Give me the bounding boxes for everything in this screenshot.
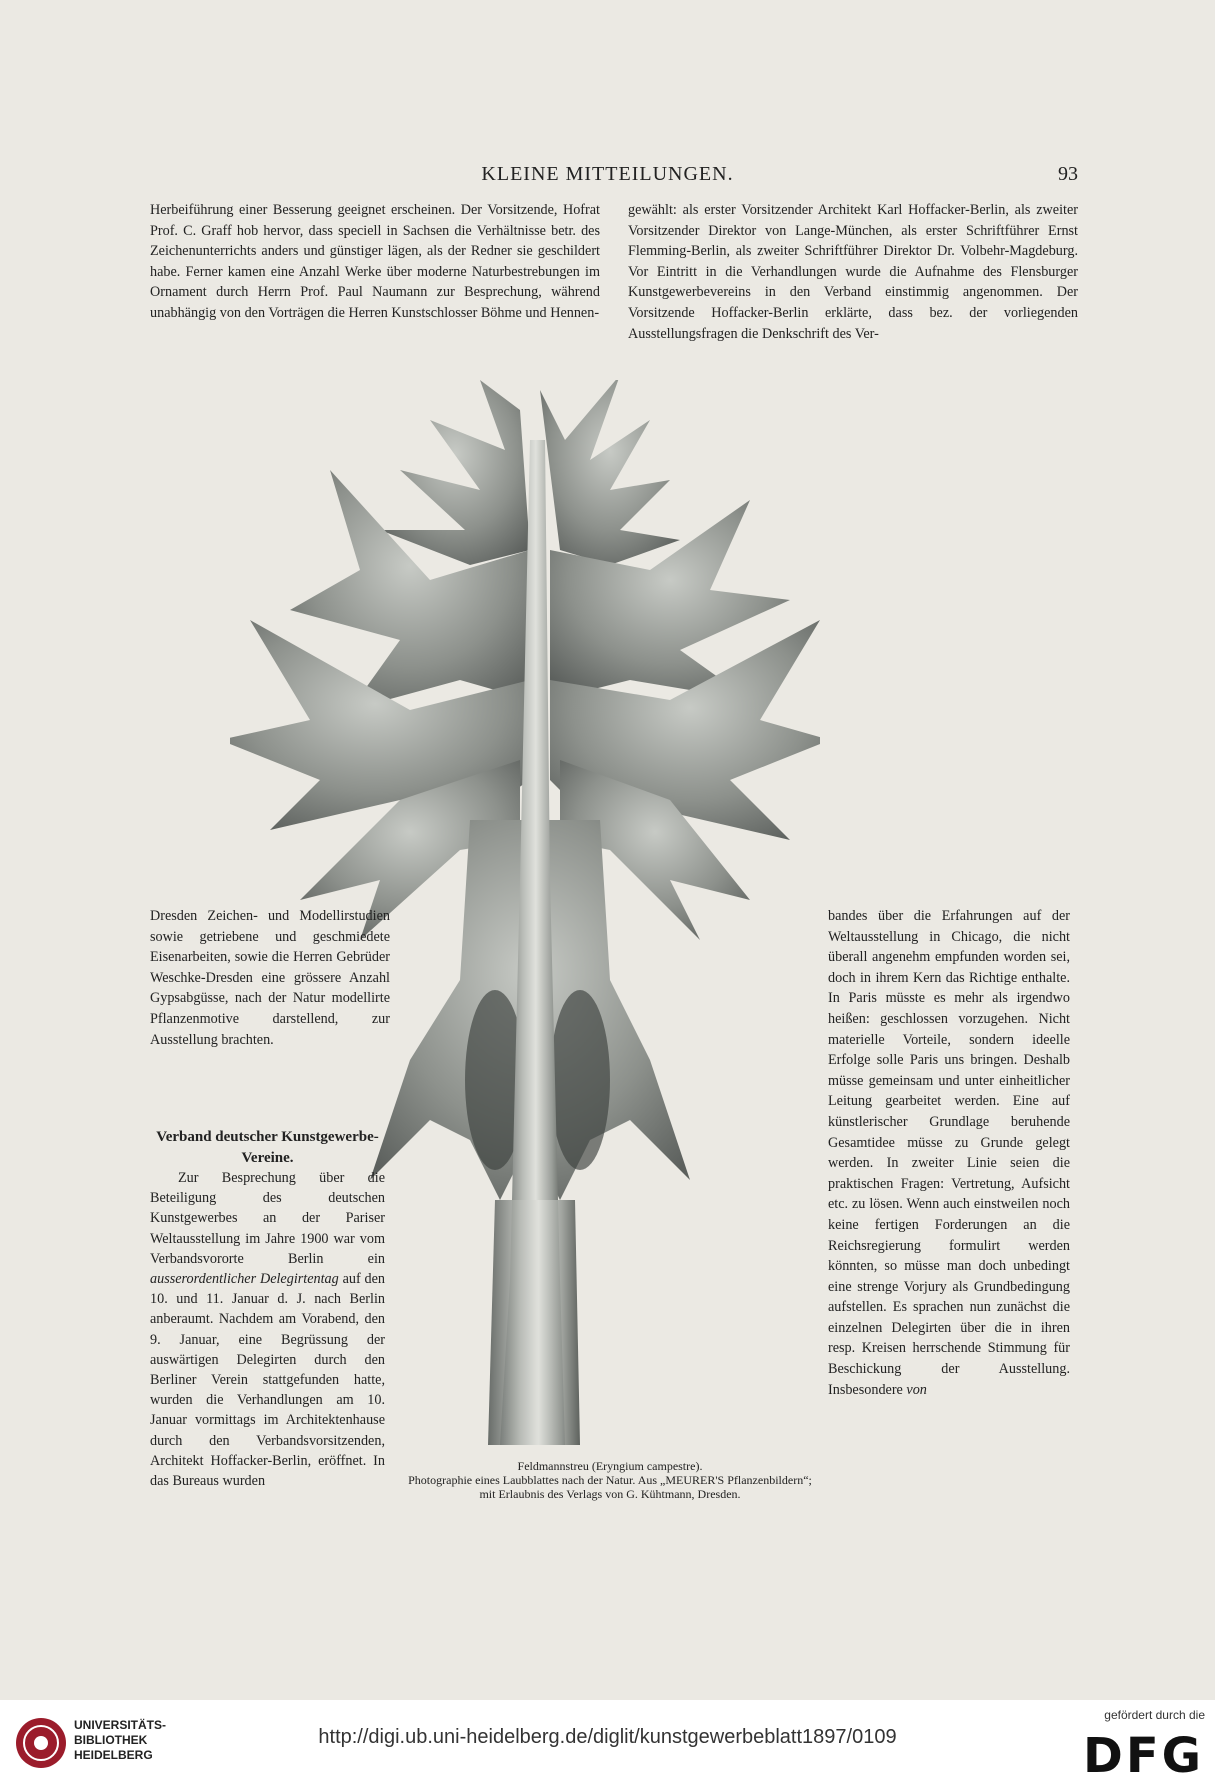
text-run: Zur Besprechung über die Beteiligung des deutschen Kunstgewerbes an der Pariser Weltausstellung im Jahre 1900 war vom Verbandsvororte Berlin ein [150,1170,385,1267]
sponsor-text: gefördert durch die [1104,1708,1205,1722]
section-heading: Verband deutscher Kunstgewerbe-Vereine. [156,1129,379,1166]
paragraph: Dresden Zeichen- und Modellirstudien sowie getriebene und geschmiedete Eisenarbeiten, sowie die Herren Gebrüder Weschke-Dresden eine grössere Anzahl Gypsabgüsse, nach der Natur modellirte Pflanzenmotive darstellend, zur Ausstellung brachten. [150,908,390,1048]
figure-caption [400,1459,820,1501]
leaf-stalk [488,1200,580,1445]
leaf-crown [540,380,680,565]
section-body [150,1168,385,1491]
paragraph: gewählt: als erster Vorsitzender Architekt Karl Hoffacker-Berlin, als zweiter Vorsitzender Direktor von Lange-München, als erster Schriftführer Ernst Flemming-Berlin, als zweiter Schriftführer Direktor Dr. Volbehr-Magdeburg. Vor Eintritt in die Verhandlungen wurde die Aufnahme des Flensburger Kunstgewerbevereins in den Verband einstimmig angenommen. Der Vorsitzende Hoffacker-Berlin erklärte, dass bez. der vorliegenden Ausstellungsfragen die Denkschrift des Ver- [628,202,1078,342]
paragraph [150,1168,385,1491]
leaf-crown-left [380,380,530,565]
dfg-logo-text: DFG [1083,1728,1205,1784]
leaf-dark-patch-right [550,990,610,1170]
caption-credit: Photographie eines Laubblattes nach der Natur. Aus „MEURER'S Pflanzenbildern“; mit Erlaubnis des Verlags von G. Kühtmann, Dresden. [408,1473,812,1501]
right-column-top [628,200,1078,344]
right-column-bottom [828,906,1070,1400]
left-column-bottom [150,906,390,1050]
source-url-link[interactable]: http://digi.ub.uni-heidelberg.de/diglit/kunstgewerbeblatt1897/0109 [318,1726,897,1748]
text-run: bandes über die Erfahrungen auf der Weltausstellung in Chicago, die nicht überall angenehm empfunden worden sei, doch in ihrem Kern das Richtige enthalte. In Paris müsste es mehr als irgendwo heißen: geschlossen vorzugehen. Nicht materielle Vorteile, sondern ideelle Erfolge solle Paris uns bringen. Deshalb müsse gemeinsam und unter einheitlicher Leitung gearbeitet werden. Eine auf künstlerischer Grundlage beruhende Gesamtidee müsse zu Grunde gelegt werden. In zweiter Linie seien die praktischen Fragen: Vertretung, Aufsicht etc. zu lösen. Wenn auch einstweilen noch keine fertigen Forderungen an die Reichsregierung formulirt werden könnten, so müsse man doch unbedingt eine strenge Vorjury als Grundbedingung aufstellen. Es sprachen nun zunächst die einzelnen Delegirten über die in ihren resp. Kreisen herrschende Stimmung für Beschickung der Ausstellung. Insbesondere [828,908,1070,1398]
caption-title: Feldmannstreu (Eryngium campestre). [517,1459,703,1473]
emphasis: von [906,1381,927,1398]
paragraph: Herbeiführung einer Besserung geeignet erscheinen. Der Vorsitzende, Hofrat Prof. C. Graff hob hervor, dass speciell in Sachsen die Verhältnisse betr. des Zeichenunterrichts anders und günstiger lägen, als der Redner sie geschildert habe. Ferner kamen eine Anzahl Werke über moderne Naturbestrebungen im Ornament durch Herrn Prof. Paul Naumann zur Besprechung, während unabhängig von den Vorträgen die Herren Kunstschlosser Böhme und Hennen- [150,202,600,321]
left-column-top [150,200,600,324]
dfg-logo [1083,1728,1205,1784]
library-name-line: HEIDELBERG [74,1748,153,1762]
library-name-line: BIBLIOTHEK [74,1733,148,1747]
emphasis: ausserordentlicher Delegirtentag [150,1271,339,1288]
paragraph [828,906,1070,1400]
page-number: 93 [1058,163,1078,185]
text-run: auf den 10. und 11. Januar d. J. nach Berlin anberaumt. Nachdem am Vorabend, den 9. Januar, eine Begrüssung der auswärtigen Delegirten durch den Berliner Verein stattgefunden hatte, wurden die Verhandlungen am 10. Januar vormittags im Architektenhause durch den Verbandsvorsitzenden, Architekt Hoffacker-Berlin, eröffnet. In das Bureaus wurden [150,1271,385,1490]
running-header: KLEINE MITTEILUNGEN. [481,163,734,185]
library-name-line: UNIVERSITÄTS- [74,1718,167,1732]
